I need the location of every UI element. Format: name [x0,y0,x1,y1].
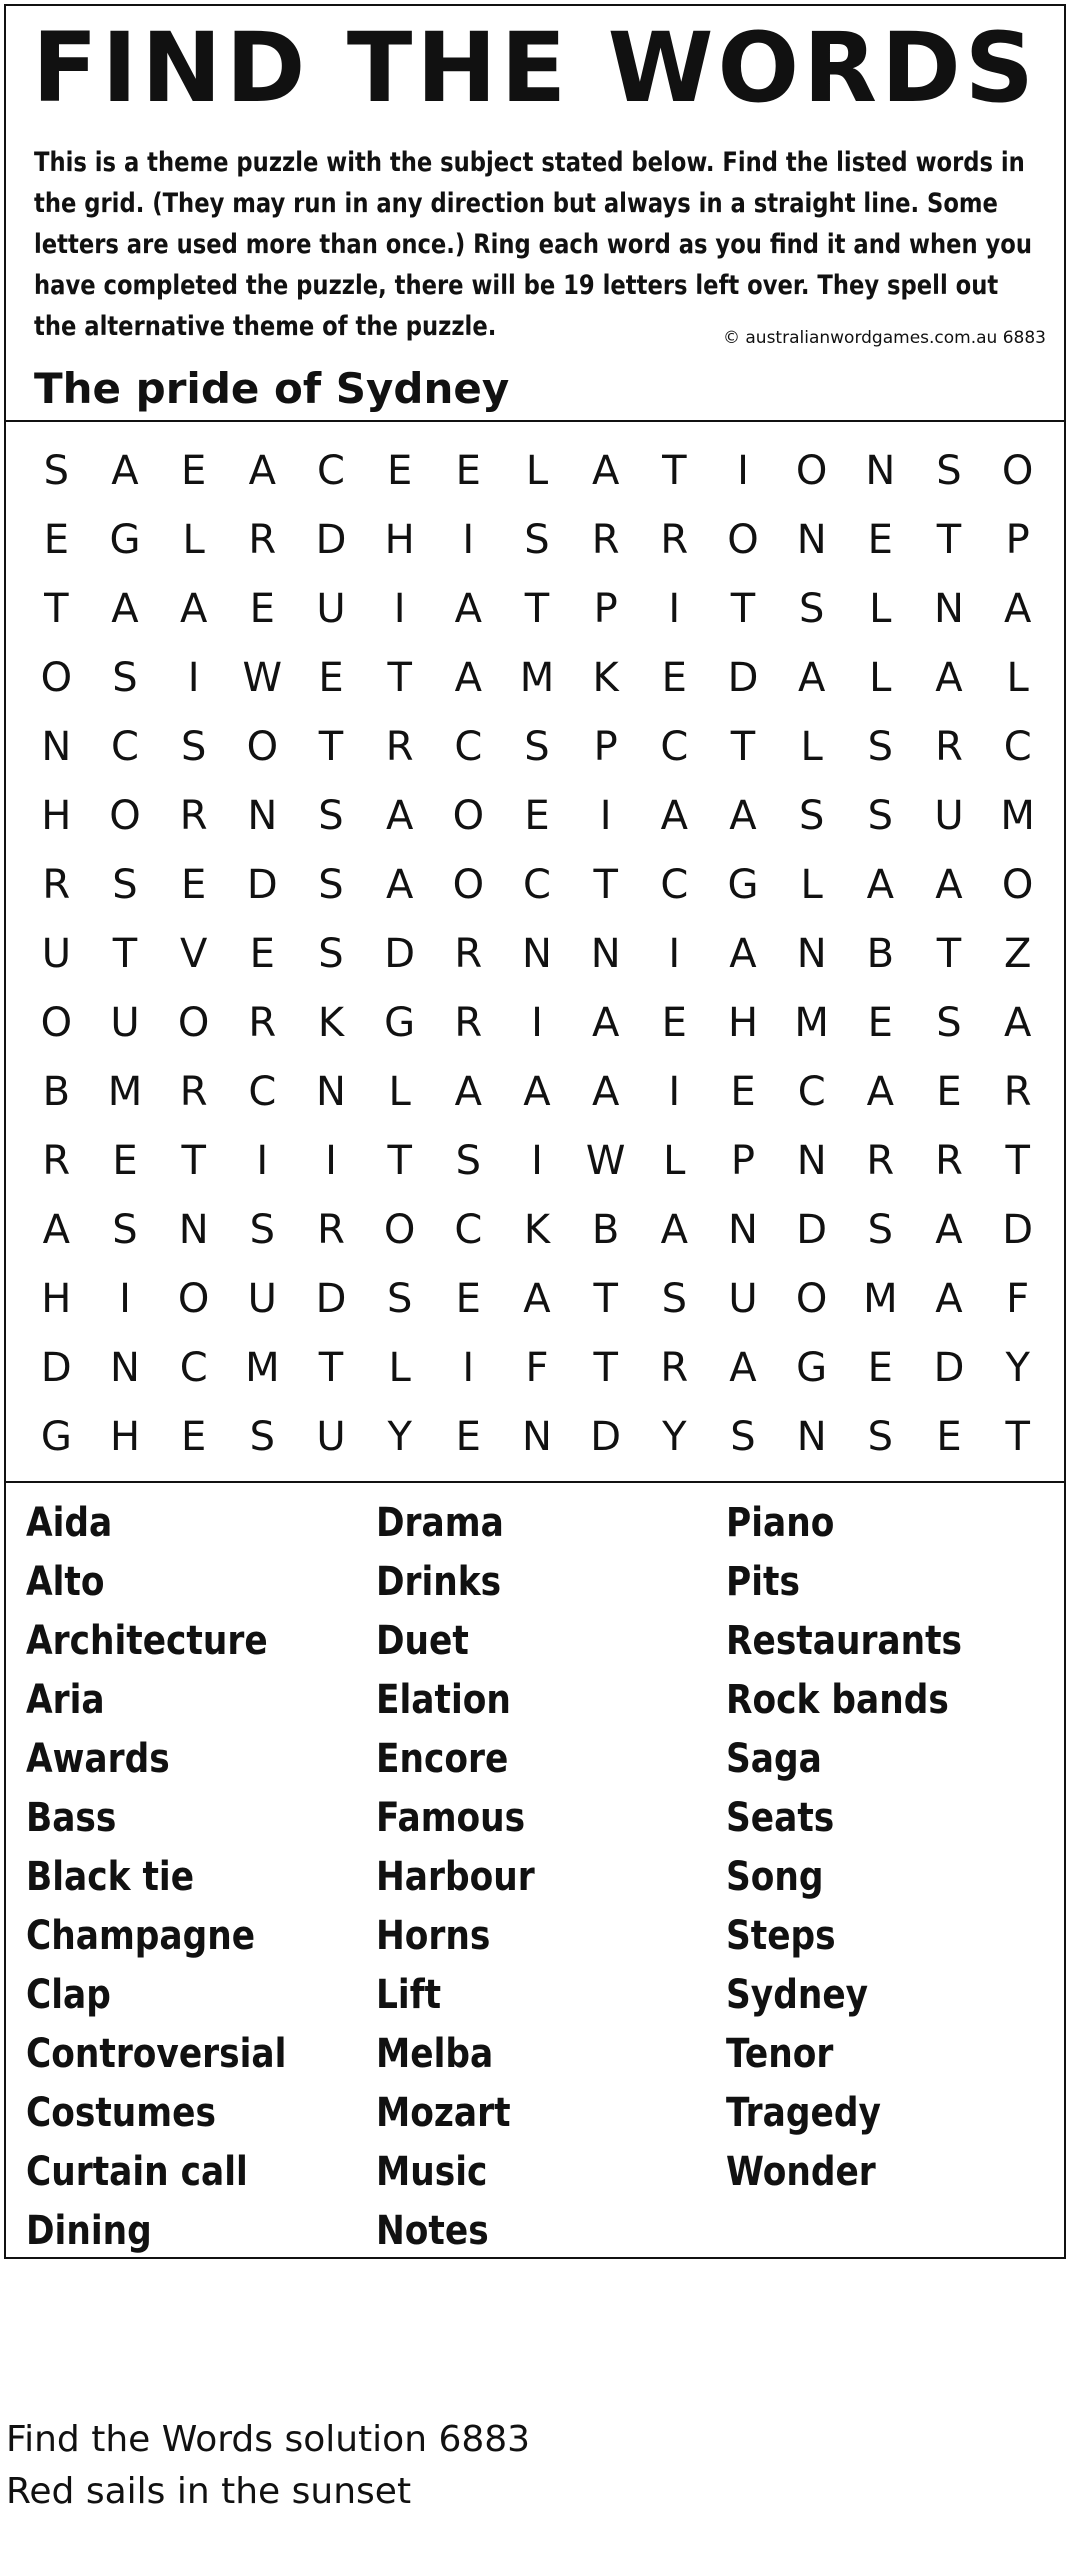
word-list-item: Aria [26,1677,105,1723]
word-list-item: Pits [726,1559,800,1605]
grid-letter[interactable]: U [934,792,964,839]
grid-letter[interactable]: T [1005,1137,1030,1184]
grid-letter[interactable]: I [256,1137,269,1184]
grid-letter[interactable]: A [797,654,826,701]
grid-letter[interactable]: N [796,1137,827,1184]
grid-letter[interactable]: O [452,792,485,839]
grid-letter[interactable]: S [936,999,962,1046]
grid-letter[interactable]: O [795,447,828,494]
word-list-item: Duet [376,1618,469,1664]
grid-letter[interactable]: A [591,447,620,494]
grid-letter[interactable]: E [455,447,481,494]
grid-letter[interactable]: N [796,930,827,977]
grid-letter[interactable]: D [933,1344,965,1391]
grid-letter[interactable]: C [454,1206,483,1253]
grid-letter[interactable]: L [663,1137,686,1184]
word-list-item: Drinks [376,1559,502,1605]
grid-letter[interactable]: T [730,585,756,632]
grid-letter[interactable]: E [730,1068,756,1115]
grid-letter[interactable]: I [668,1068,681,1115]
grid-letter[interactable]: A [385,861,414,908]
grid-letter[interactable]: T [936,930,962,977]
grid-letter[interactable]: I [462,1344,475,1391]
grid-letter[interactable]: I [737,447,749,494]
word-list-item: Famous [376,1795,526,1841]
grid-letter[interactable]: O [246,723,279,770]
grid-letter[interactable]: H [109,1413,141,1460]
grid-letter[interactable]: M [794,999,829,1046]
grid-letter[interactable]: S [455,1137,482,1184]
grid-letter[interactable]: O [1001,447,1034,494]
grid-letter[interactable]: M [107,1068,143,1115]
word-list-item: Curtain call [26,2149,248,2195]
grid-letter[interactable]: Y [662,1413,687,1460]
grid-letter[interactable]: T [593,1275,618,1322]
grid-letter[interactable]: M [519,654,555,701]
grid-letter[interactable]: R [591,516,620,563]
grid-letter[interactable]: K [317,999,345,1046]
puzzle-frame [4,4,1066,2259]
grid-letter[interactable]: D [40,1344,72,1391]
grid-letter[interactable]: O [795,1275,828,1322]
grid-letter[interactable]: O [177,1275,210,1322]
grid-letter[interactable]: A [660,1206,688,1253]
grid-letter[interactable]: T [730,723,756,770]
grid-letter[interactable]: T [593,1344,618,1391]
grid-letter[interactable]: S [386,1275,413,1322]
grid-letter[interactable]: A [42,1206,71,1253]
grid-letter[interactable]: W [585,1137,626,1184]
grid-letter[interactable]: N [796,1413,827,1460]
grid-letter[interactable]: L [388,1068,411,1115]
grid-letter[interactable]: D [590,1413,622,1460]
grid-letter[interactable]: E [455,1413,481,1460]
grid-letter[interactable]: O [1001,861,1034,908]
grid-letter[interactable]: G [727,861,759,908]
grid-letter[interactable]: S [180,723,207,770]
word-list-item: Harbour [376,1854,535,1900]
grid-letter[interactable]: S [318,930,344,977]
grid-letter[interactable]: L [1006,654,1029,701]
grid-letter[interactable]: A [866,1068,894,1115]
grid-letter[interactable]: A [1003,999,1032,1046]
grid-letter[interactable]: G [384,999,416,1046]
grid-letter[interactable]: E [867,999,893,1046]
grid-letter[interactable]: H [384,516,415,563]
grid-letter[interactable]: T [662,447,687,494]
grid-letter[interactable]: E [867,516,893,563]
grid-letter[interactable]: I [325,1137,337,1184]
grid-letter[interactable]: E [181,861,207,908]
grid-letter[interactable]: S [249,1413,276,1460]
grid-letter[interactable]: P [593,723,618,770]
grid-letter[interactable]: U [316,585,346,632]
grid-letter[interactable]: R [660,516,689,563]
grid-letter[interactable]: P [1005,516,1030,563]
grid-letter[interactable]: S [43,447,70,494]
word-list-item: Wonder [726,2149,876,2195]
grid-letter[interactable]: I [531,1137,543,1184]
word-list-item: Piano [726,1500,835,1546]
solution-title: Find the Words solution 6883 [6,2419,531,2460]
word-list-item: Dining [26,2208,152,2254]
grid-letter[interactable]: A [591,999,620,1046]
grid-letter[interactable]: A [591,1068,620,1115]
grid-divider [6,1481,1064,1483]
grid-letter[interactable]: H [41,1275,72,1322]
grid-letter[interactable]: O [383,1206,416,1253]
grid-letter[interactable]: O [177,999,210,1046]
grid-letter[interactable]: N [522,930,552,977]
grid-letter[interactable]: N [796,516,827,563]
word-list [26,1494,1056,2261]
grid-letter[interactable]: S [661,1275,688,1322]
grid-letter[interactable]: R [660,1344,689,1391]
word-list-item: Black tie [26,1854,195,1900]
grid-letter[interactable]: D [796,1206,828,1253]
grid-letter[interactable]: A [660,792,688,839]
grid-letter[interactable]: A [111,585,139,632]
word-list-item: Bass [26,1795,117,1841]
grid-letter[interactable]: U [247,1275,277,1322]
grid-letter[interactable]: R [454,930,483,977]
grid-letter[interactable]: D [1002,1206,1034,1253]
grid-letter[interactable]: K [523,1206,551,1253]
grid-letter[interactable]: H [41,792,72,839]
grid-letter[interactable]: L [182,516,205,563]
word-list-item: Awards [26,1736,170,1782]
grid-letter[interactable]: A [454,585,482,632]
puzzle-instructions: This is a theme puzzle with the subject stated below. Find the listed words in the grid. (They may run in any direction but always in a straight line. Some letters are used more than once.) Ring each word as you find it and when you have completed the puzzle, there will be 19 letters left over. They spell out the alternative theme of the puzzle. [34,147,1033,342]
grid-letter[interactable]: L [800,723,823,770]
grid-letter[interactable]: I [187,654,200,701]
grid-letter[interactable]: A [729,1344,757,1391]
puzzle-title: FIND THE WORDS [32,12,1038,124]
grid-letter[interactable]: E [112,1137,138,1184]
grid-letter[interactable]: C [248,1068,277,1115]
grid-letter[interactable]: O [40,999,73,1046]
grid-letter[interactable]: V [179,930,208,977]
grid-letter[interactable]: C [523,861,551,908]
grid-letter[interactable]: B [866,930,895,977]
grid-letter[interactable]: E [249,930,275,977]
grid-letter[interactable]: O [109,792,141,839]
grid-letter[interactable]: A [454,1068,482,1115]
grid-letter[interactable]: I [393,585,406,632]
grid-letter[interactable]: S [867,792,894,839]
grid-letter[interactable]: T [112,930,138,977]
grid-letter[interactable]: R [248,999,277,1046]
copyright-notice: © australianwordgames.com.au 6883 [722,328,1046,348]
word-list-item: Lift [376,1972,442,2018]
grid-letter[interactable]: E [661,654,687,701]
word-list-item: Saga [726,1736,822,1782]
grid-letter[interactable]: T [1005,1413,1030,1460]
grid-letter[interactable]: U [41,930,71,977]
grid-letter[interactable]: H [727,999,759,1046]
grid-letter[interactable]: O [452,861,485,908]
grid-letter[interactable]: T [318,1344,344,1391]
grid-letter[interactable]: P [730,1137,756,1184]
grid-letter[interactable]: C [111,723,139,770]
grid-letter[interactable]: E [936,1413,962,1460]
grid-letter[interactable]: L [869,654,892,701]
grid-letter[interactable]: A [935,1275,963,1322]
grid-letter[interactable]: E [936,1068,962,1115]
word-list-item: Restaurants [726,1618,963,1664]
puzzle-theme: The pride of Sydney [34,364,510,413]
grid-letter[interactable]: A [1003,585,1032,632]
grid-letter[interactable]: A [866,861,894,908]
grid-letter[interactable]: E [249,585,275,632]
grid-letter[interactable]: G [40,1413,72,1460]
grid-letter[interactable]: Y [1005,1344,1030,1391]
grid-letter[interactable]: A [935,861,963,908]
grid-letter[interactable]: N [522,1413,552,1460]
grid-letter[interactable]: L [869,585,892,632]
grid-letter[interactable]: D [727,654,759,701]
grid-letter[interactable]: B [42,1068,71,1115]
grid-letter[interactable]: A [385,792,414,839]
grid-letter[interactable]: I [531,999,543,1046]
grid-letter[interactable]: A [111,447,139,494]
grid-letter[interactable]: E [661,999,687,1046]
grid-letter[interactable]: R [317,1206,345,1253]
grid-letter[interactable]: R [1003,1068,1032,1115]
grid-letter[interactable]: N [316,1068,346,1115]
word-list-item: Clap [26,1972,111,2018]
grid-letter[interactable]: R [179,792,208,839]
grid-letter[interactable]: I [668,585,681,632]
word-list-item: Horns [376,1913,491,1959]
grid-letter[interactable]: S [318,792,344,839]
word-list-item: Costumes [26,2090,216,2136]
grid-letter[interactable]: N [247,792,278,839]
grid-letter[interactable]: E [387,447,413,494]
grid-letter[interactable]: C [1003,723,1032,770]
grid-letter[interactable]: M [245,1344,280,1391]
grid-letter[interactable]: R [454,999,483,1046]
grid-letter[interactable]: A [454,654,482,701]
grid-letter[interactable]: F [525,1344,549,1391]
grid-letter[interactable]: U [316,1413,346,1460]
grid-letter[interactable]: P [593,585,618,632]
grid-letter[interactable]: E [181,447,207,494]
grid-letter[interactable]: E [43,516,69,563]
grid-letter[interactable]: D [384,930,416,977]
grid-letter[interactable]: I [668,930,681,977]
grid-letter[interactable]: N [590,930,621,977]
grid-letter[interactable]: C [317,447,345,494]
grid-letter[interactable]: T [524,585,550,632]
grid-letter[interactable]: O [727,516,759,563]
grid-letter[interactable]: G [796,1344,828,1391]
grid-letter[interactable]: E [867,1344,893,1391]
grid-letter[interactable]: D [315,1275,347,1322]
word-list-item: Tragedy [726,2090,881,2136]
grid-letter[interactable]: A [935,1206,963,1253]
grid-letter[interactable]: R [866,1137,895,1184]
grid-letter[interactable]: A [729,930,757,977]
grid-letter[interactable]: U [110,999,140,1046]
grid-letter[interactable]: A [935,654,963,701]
grid-letter[interactable]: N [865,447,896,494]
grid-letter[interactable]: S [524,516,550,563]
grid-letter[interactable]: S [112,861,138,908]
grid-letter[interactable]: A [248,447,276,494]
word-list-item: Alto [26,1559,105,1605]
grid-letter[interactable]: S [798,792,825,839]
grid-letter[interactable]: R [385,723,414,770]
grid-letter[interactable]: E [318,654,344,701]
grid-letter[interactable]: W [242,654,283,701]
word-list-item: Rock bands [726,1677,949,1723]
grid-letter[interactable]: U [728,1275,758,1322]
grid-letter[interactable]: Y [387,1413,412,1460]
word-list-item: Controversial [26,2031,287,2077]
grid-letter[interactable]: A [523,1068,551,1115]
grid-letter[interactable]: T [593,861,618,908]
grid-letter[interactable]: R [179,1068,208,1115]
grid-letter[interactable]: S [730,1413,756,1460]
word-list-item: Drama [376,1500,504,1546]
word-list-item: Aida [26,1500,113,1546]
grid-letter[interactable]: T [387,1137,412,1184]
grid-letter[interactable]: L [525,447,549,494]
word-list-item: Sydney [726,1972,869,2018]
grid-letter[interactable]: N [110,1344,140,1391]
grid-letter[interactable]: I [119,1275,131,1322]
grid-letter[interactable]: R [935,723,963,770]
grid-letter[interactable]: I [599,792,612,839]
word-list-item: Music [376,2149,488,2195]
grid-letter[interactable]: S [112,1206,138,1253]
grid-letter[interactable]: I [462,516,475,563]
grid-letter[interactable]: E [181,1413,207,1460]
grid-letter[interactable]: S [867,1206,894,1253]
puzzle-header [6,6,1064,422]
grid-letter[interactable]: L [388,1344,411,1391]
grid-letter[interactable]: N [41,723,72,770]
grid-letter[interactable]: C [179,1344,208,1391]
grid-letter[interactable]: R [935,1137,963,1184]
letter-grid [22,436,1052,1471]
grid-letter[interactable]: S [112,654,138,701]
grid-letter[interactable]: F [1006,1275,1030,1322]
word-list-item: Architecture [26,1618,268,1664]
grid-letter[interactable]: N [728,1206,758,1253]
grid-letter[interactable]: Z [1003,930,1032,977]
word-list-item: Melba [376,2031,494,2077]
grid-letter[interactable]: E [524,792,550,839]
grid-letter[interactable]: C [660,723,689,770]
grid-letter[interactable]: S [318,861,344,908]
grid-letter[interactable]: C [454,723,483,770]
solution-answer: Red sails in the sunset [6,2471,412,2512]
grid-letter[interactable]: T [387,654,412,701]
grid-letter[interactable]: S [249,1206,276,1253]
grid-letter[interactable]: S [867,1413,894,1460]
grid-letter[interactable]: N [934,585,964,632]
grid-letter[interactable]: S [798,585,825,632]
word-list-item: Song [726,1854,824,1900]
grid-letter[interactable]: M [863,1275,898,1322]
grid-letter[interactable]: T [44,585,69,632]
word-list-item: Tenor [726,2031,834,2077]
grid-letter[interactable]: A [523,1275,551,1322]
grid-letter[interactable]: E [455,1275,481,1322]
grid-letter[interactable]: C [797,1068,826,1115]
grid-letter[interactable]: C [660,861,689,908]
word-list-item: Mozart [376,2090,511,2136]
word-list-item: Encore [376,1736,509,1782]
word-list-item: Elation [376,1677,511,1723]
grid-letter[interactable]: D [315,516,347,563]
word-list-item: Notes [376,2208,489,2254]
grid-letter[interactable]: T [181,1137,206,1184]
grid-letter[interactable]: S [524,723,550,770]
grid-letter[interactable]: O [40,654,73,701]
grid-letter[interactable]: A [179,585,208,632]
grid-letter[interactable]: R [248,516,277,563]
grid-letter[interactable]: S [867,723,894,770]
grid-letter[interactable]: R [42,1137,71,1184]
grid-letter[interactable]: T [318,723,344,770]
grid-letter[interactable]: B [591,1206,620,1253]
grid-letter[interactable]: S [936,447,962,494]
word-list-item: Steps [726,1913,836,1959]
grid-letter[interactable]: R [42,861,71,908]
grid-letter[interactable]: K [592,654,619,701]
solution-block [6,2414,530,2518]
grid-letter[interactable]: T [936,516,962,563]
grid-letter[interactable]: D [246,861,278,908]
word-list-item: Champagne [26,1913,256,1959]
grid-letter[interactable]: G [109,516,141,563]
grid-letter[interactable]: M [1000,792,1035,839]
grid-letter[interactable]: L [800,861,823,908]
word-list-item: Seats [726,1795,835,1841]
grid-letter[interactable]: A [729,792,757,839]
grid-letter[interactable]: N [178,1206,209,1253]
